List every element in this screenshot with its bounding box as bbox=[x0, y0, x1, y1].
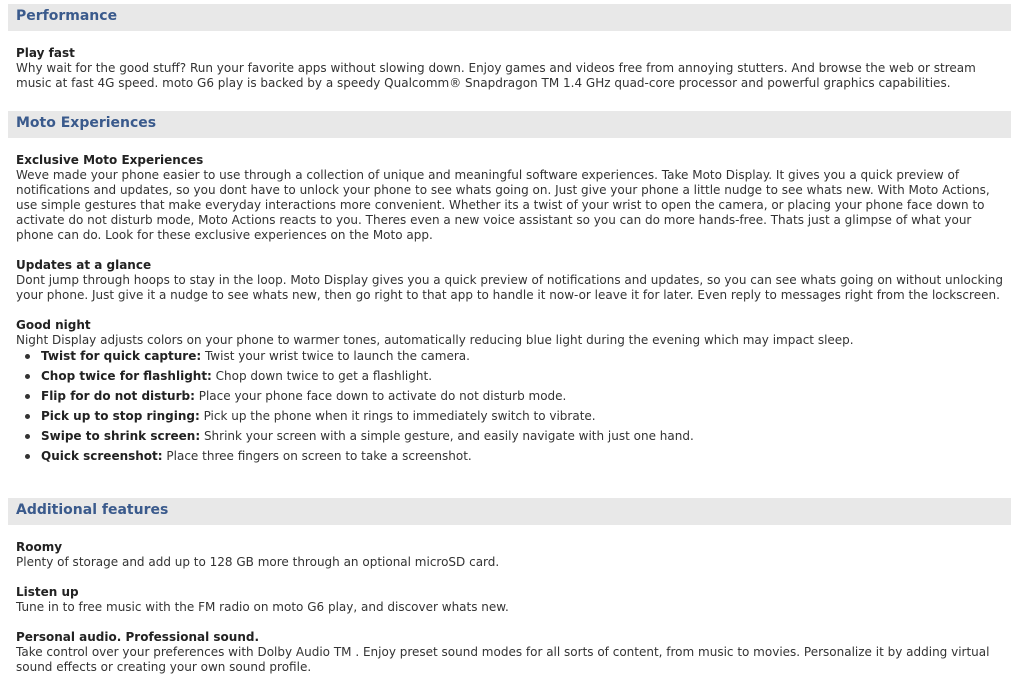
list-item-label: Quick screenshot: bbox=[41, 449, 163, 463]
text-line: music at fast 4G speed. moto G6 play is backed by a speedy Qualcomm® Snapdragon TM 1.4 GHz quad-core processor and powerful graphics capabilities. bbox=[16, 76, 951, 90]
feature-title: Updates at a glance bbox=[16, 258, 152, 272]
feature-description bbox=[16, 168, 1016, 243]
text-line: Take control over your preferences with Dolby Audio TM . Enjoy preset sound modes for all sorts of content, from music to movies. Personalize it by adding virtual bbox=[16, 645, 990, 659]
list-item bbox=[22, 409, 1012, 429]
feature-title: Exclusive Moto Experiences bbox=[16, 153, 204, 167]
feature-description bbox=[16, 600, 1016, 615]
feature-block-listen-up bbox=[16, 585, 1016, 615]
list-item bbox=[22, 349, 1012, 369]
text-line: Plenty of storage and add up to 128 GB more through an optional microSD card. bbox=[16, 555, 500, 569]
text-line: activate do not disturb mode, Moto Actions reacts to you. Theres even a new voice assistant so you can do more hands-free. Thats just a glimpse of what your bbox=[16, 213, 972, 227]
feature-block-exclusive-moto-experiences bbox=[16, 153, 1016, 243]
feature-description bbox=[16, 645, 1016, 675]
bullet-icon bbox=[25, 414, 30, 419]
feature-block-good-night bbox=[16, 318, 1016, 348]
list-item-text: Shrink your screen with a simple gesture, and easily navigate with just one hand. bbox=[200, 429, 694, 443]
text-line: your phone. Just give it a nudge to see whats new, then go right to that app to handle it now-or leave it for later. Even reply to messages right from the lockscreen. bbox=[16, 288, 1000, 302]
list-item bbox=[22, 389, 1012, 409]
text-line: phone can do. Look for these exclusive experiences on the Moto app. bbox=[16, 228, 433, 242]
text-line: Tune in to free music with the FM radio on moto G6 play, and discover whats new. bbox=[16, 600, 509, 614]
feature-title: Listen up bbox=[16, 585, 79, 599]
list-item bbox=[22, 429, 1012, 449]
feature-title: Roomy bbox=[16, 540, 63, 554]
text-line: use simple gestures that make everyday interactions more convenient. Whether its a twist of your wrist to open the camera, or placing your phone face down to bbox=[16, 198, 985, 212]
list-item-text: Twist your wrist twice to launch the camera. bbox=[201, 349, 470, 363]
text-line: Night Display adjusts colors on your phone to warmer tones, automatically reducing blue light during the evening which may impact sleep. bbox=[16, 333, 854, 347]
feature-description bbox=[16, 333, 1016, 348]
section-header-additional-features bbox=[8, 498, 1011, 525]
feature-title: Play fast bbox=[16, 46, 75, 60]
list-item-label: Twist for quick capture: bbox=[41, 349, 202, 363]
feature-title: Good night bbox=[16, 318, 91, 332]
list-item-label: Chop twice for flashlight: bbox=[41, 369, 212, 383]
bullet-icon bbox=[25, 374, 30, 379]
bullet-icon bbox=[25, 434, 30, 439]
section-header-performance bbox=[8, 4, 1011, 31]
text-line: sound effects or creating your own sound profile. bbox=[16, 660, 312, 674]
list-item bbox=[22, 449, 1012, 469]
list-item-label: Swipe to shrink screen: bbox=[41, 429, 201, 443]
list-item-text: Pick up the phone when it rings to immediately switch to vibrate. bbox=[199, 409, 596, 423]
feature-block-roomy bbox=[16, 540, 1016, 570]
bullet-icon bbox=[25, 454, 30, 459]
moto-actions-list bbox=[22, 349, 1012, 469]
feature-block-play-fast bbox=[16, 46, 1016, 91]
list-item-text: Chop down twice to get a flashlight. bbox=[211, 369, 433, 383]
feature-description bbox=[16, 555, 1016, 570]
list-item-label: Pick up to stop ringing: bbox=[41, 409, 200, 423]
feature-block-personal-audio bbox=[16, 630, 1016, 675]
list-item-label: Flip for do not disturb: bbox=[41, 389, 195, 403]
feature-title: Personal audio. Professional sound. bbox=[16, 630, 260, 644]
text-line: Dont jump through hoops to stay in the loop. Moto Display gives you a quick preview of notifications and updates, so you can see whats going on without unlocking bbox=[16, 273, 1003, 287]
text-line: notifications and updates, so you dont have to unlock your phone to see whats going on. Just give your phone a little nudge to see whats new. With Moto Actions, bbox=[16, 183, 990, 197]
bullet-icon bbox=[25, 394, 30, 399]
list-item-text: Place three fingers on screen to take a screenshot. bbox=[162, 449, 472, 463]
text-line: Why wait for the good stuff? Run your favorite apps without slowing down. Enjoy games and videos free from annoying stutters. And browse the web or stream bbox=[16, 61, 976, 75]
section-title: Performance bbox=[16, 8, 118, 24]
feature-description bbox=[16, 273, 1016, 303]
bullet-icon bbox=[25, 354, 30, 359]
feature-description bbox=[16, 61, 1016, 91]
list-item bbox=[22, 369, 1012, 389]
feature-block-updates-at-a-glance bbox=[16, 258, 1016, 303]
section-header-moto-experiences bbox=[8, 111, 1011, 138]
section-title: Additional features bbox=[16, 502, 169, 518]
list-item-text: Place your phone face down to activate do not disturb mode. bbox=[194, 389, 567, 403]
text-line: Weve made your phone easier to use through a collection of unique and meaningful software experiences. Take Moto Display. It gives you a quick preview of bbox=[16, 168, 960, 182]
section-title: Moto Experiences bbox=[16, 115, 157, 131]
